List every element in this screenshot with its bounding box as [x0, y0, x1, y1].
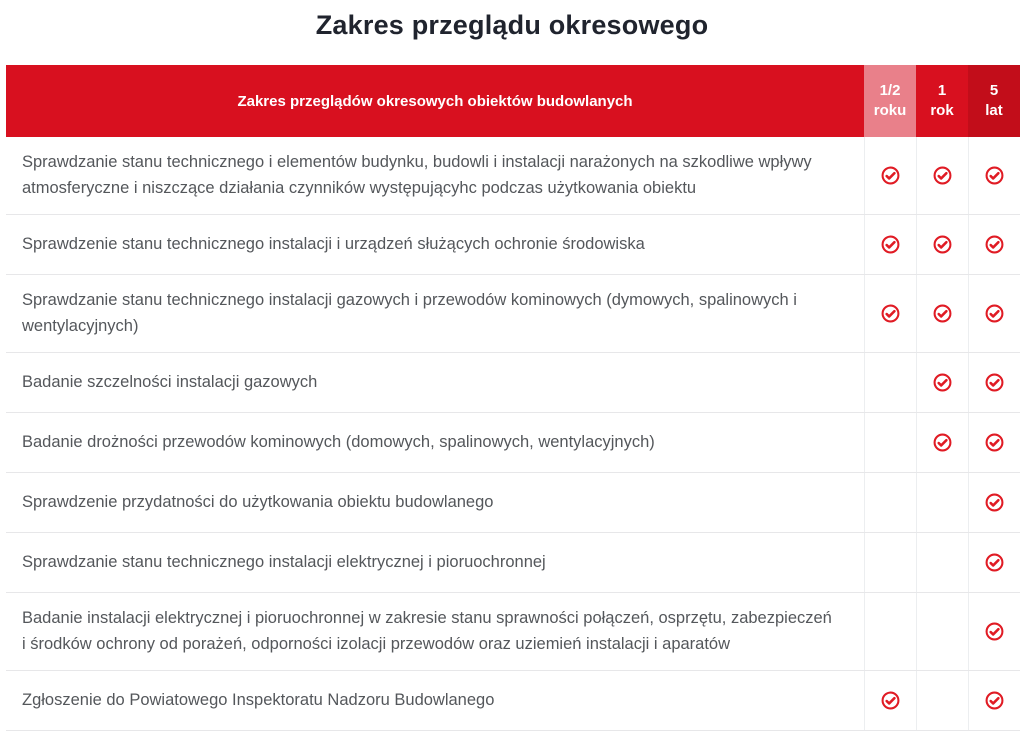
check-cell — [864, 275, 916, 352]
check-cell — [968, 215, 1020, 274]
check-circle-icon — [881, 166, 900, 185]
check-circle-icon — [985, 493, 1004, 512]
empty-cell — [864, 593, 916, 670]
table-row — [6, 533, 1020, 593]
check-cell — [968, 275, 1020, 352]
empty-cell — [916, 593, 968, 670]
check-circle-icon — [985, 166, 1004, 185]
header-one-year-bottom: rok — [930, 102, 954, 119]
empty-cell — [916, 473, 968, 532]
check-cell — [968, 671, 1020, 730]
empty-cell — [864, 353, 916, 412]
header-five-years-bottom: lat — [985, 102, 1003, 119]
check-circle-icon — [985, 304, 1004, 323]
check-circle-icon — [933, 304, 952, 323]
table-row — [6, 353, 1020, 413]
check-cell — [864, 137, 916, 214]
row-description: Badanie szczelności instalacji gazowych — [22, 372, 318, 391]
check-cell — [968, 473, 1020, 532]
row-description: Sprawdzenie stanu technicznego instalacji i urządzeń służących ochronie środowiska — [22, 234, 645, 253]
empty-cell — [864, 413, 916, 472]
page-title: Zakres przeglądu okresowego — [315, 10, 709, 40]
check-cell — [916, 275, 968, 352]
check-circle-icon — [985, 553, 1004, 572]
inspection-scope-table — [6, 65, 1020, 731]
table-header-row — [6, 65, 1020, 137]
check-cell — [968, 533, 1020, 592]
row-description: Sprawdzenie przydatności do użytkowania obiektu budowlanego — [22, 492, 494, 511]
header-five-years-top: 5 — [989, 81, 999, 99]
header-half-year-bottom: roku — [873, 102, 907, 119]
table-row — [6, 593, 1020, 671]
row-description: Badanie instalacji elektrycznej i pioruochronnej w zakresie stanu sprawności połączeń, osprzętu, zabezpieczeń i środków ochrony od porażeń, odporności izolacji przewodów oraz uziemień instalacji i aparatów — [22, 609, 832, 653]
check-cell — [916, 137, 968, 214]
check-circle-icon — [933, 433, 952, 452]
table-header-five-years — [968, 65, 1020, 137]
empty-cell — [916, 533, 968, 592]
header-one-year-top: 1 — [937, 81, 947, 99]
empty-cell — [864, 533, 916, 592]
check-circle-icon — [933, 235, 952, 254]
row-description: Sprawdzanie stanu technicznego instalacji gazowych i przewodów kominowych (dymowych, spalinowych i wentylacyjnych) — [22, 291, 797, 335]
check-circle-icon — [881, 235, 900, 254]
table-row — [6, 137, 1020, 215]
check-circle-icon — [985, 691, 1004, 710]
check-cell — [968, 353, 1020, 412]
check-cell — [968, 137, 1020, 214]
check-circle-icon — [933, 166, 952, 185]
check-circle-icon — [985, 433, 1004, 452]
check-circle-icon — [933, 373, 952, 392]
check-circle-icon — [985, 622, 1004, 641]
check-cell — [864, 671, 916, 730]
empty-cell — [864, 473, 916, 532]
check-cell — [916, 353, 968, 412]
row-description: Sprawdzanie stanu technicznego instalacji elektrycznej i pioruochronnej — [22, 552, 546, 571]
table-body — [6, 137, 1020, 731]
row-description: Zgłoszenie do Powiatowego Inspektoratu Nadzoru Budowlanego — [22, 691, 495, 710]
check-circle-icon — [881, 304, 900, 323]
table-row — [6, 473, 1020, 533]
check-circle-icon — [985, 235, 1004, 254]
empty-cell — [916, 671, 968, 730]
check-cell — [968, 593, 1020, 670]
check-cell — [916, 413, 968, 472]
check-circle-icon — [985, 373, 1004, 392]
table-row — [6, 413, 1020, 473]
table-row — [6, 275, 1020, 353]
table-header-main: Zakres przeglądów okresowych obiektów budowlanych — [6, 65, 864, 137]
check-cell — [916, 215, 968, 274]
table-row — [6, 671, 1020, 731]
row-description: Badanie drożności przewodów kominowych (domowych, spalinowych, wentylacyjnych) — [22, 432, 655, 451]
check-cell — [968, 413, 1020, 472]
header-half-year-top: 1/2 — [879, 81, 901, 99]
table-header-one-year — [916, 65, 968, 137]
table-row — [6, 215, 1020, 275]
check-circle-icon — [881, 691, 900, 710]
row-description: Sprawdzanie stanu technicznego i elementów budynku, budowli i instalacji narażonych na szkodliwe wpływy atmosferyczne i niszczące działania czynników występującyhc podczas użytkowania obiektu — [22, 153, 812, 197]
table-header-half-year — [864, 65, 916, 137]
check-cell — [864, 215, 916, 274]
